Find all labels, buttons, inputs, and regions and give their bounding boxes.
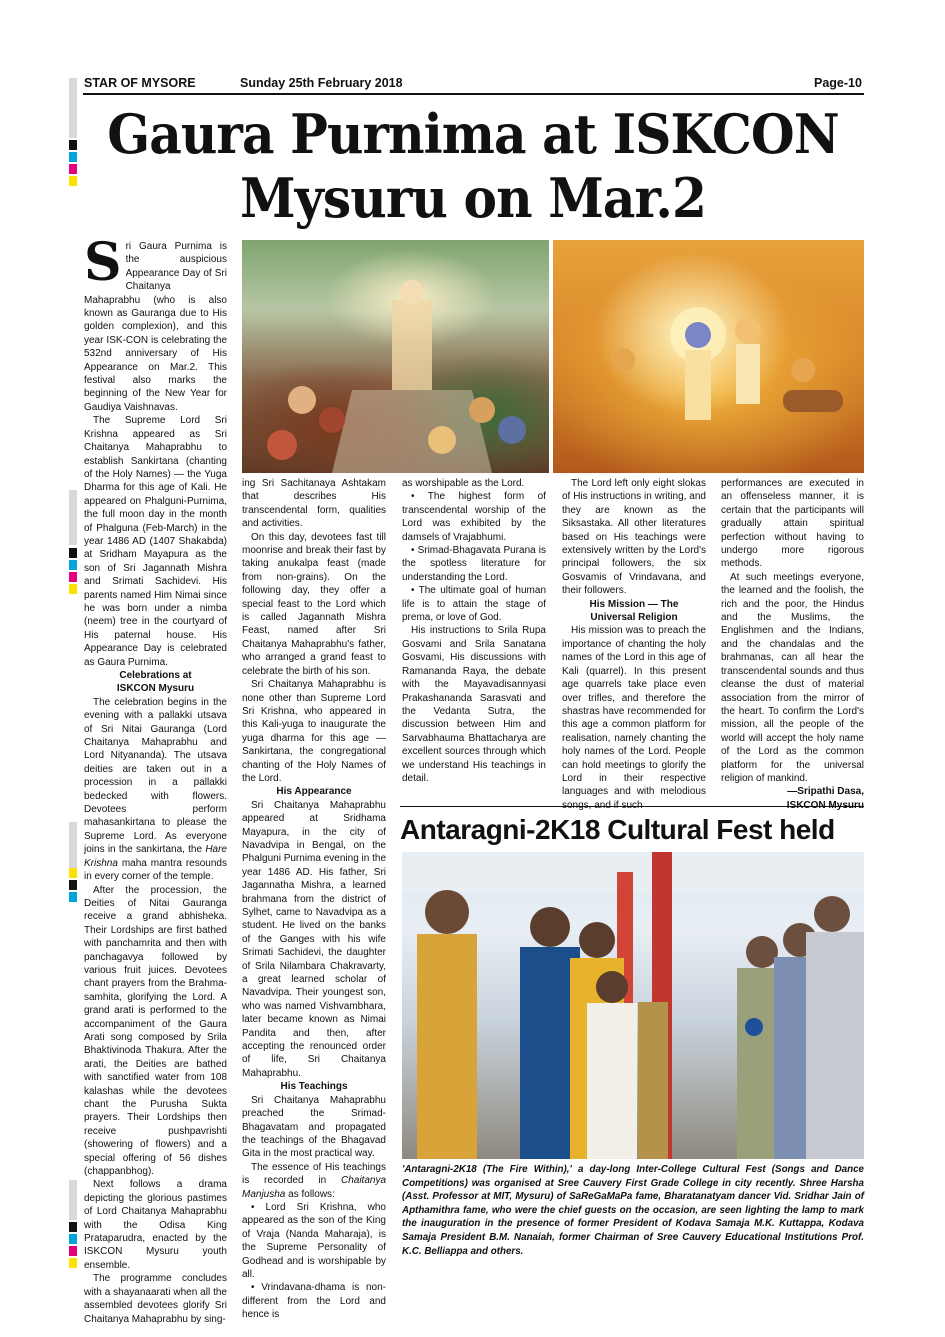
lamp-lighting-photo [402,852,864,1159]
headline-line-1: Gaura Purnima at ISKCON [107,102,839,166]
col2-para: ing Sri Sachitanaya Ashtakam that describes His transcendental form, qualities and activities. [242,478,386,530]
margin-gray-bar [69,78,77,138]
col4-para: The Lord left only eight slokas of His instructions in writing, and they are known as the Siksastaka. All other literatures based on His teachings were extensively written by the Lord's principal followers, the six Gosvamis of Vrindavana, and their followers. [562,478,706,597]
subhead: His Appearance [276,786,352,798]
article-column-3 [402,477,546,785]
col1-para: The celebration begins in the evening with a pallakki utsava of Sri Nitai Gauranga (Lord Chaitanya Mahaprabhu and Lord Nityananda). The utsava deities are taken out in a procession in a pallakki bedecked with flowers. Devotees perform mahasankirtana to please the Supreme Lord. As everyone joins in the sankirtana, the Hare Krishna maha mantra resounds in every corner of the temple. [84,696,227,883]
sankirtana-painting [553,240,864,473]
subhead: Universal Religion [590,612,678,624]
color-registration-marks-bottom [69,1222,77,1270]
col2-para: Sri Chaitanya Mahaprabhu is none other than Supreme Lord Sri Krishna, who appeared in this Kali-yuga to inaugurate the yuga dharma for this age — Sankirtana, the congregational chanting of the Holy Names of the Lord. [242,679,386,784]
article-column-2 [242,477,386,1322]
paper-name: STAR OF MYSORE [84,76,196,90]
margin-gray-bar [69,490,77,545]
dropcap: S [84,232,122,293]
color-registration-marks-top [69,140,77,188]
subhead: His Teachings [280,1081,348,1093]
article-column-1 [84,232,227,1326]
issue-date: Sunday 25th February 2018 [240,76,403,90]
col3-para: His instructions to Srila Rupa Gosvami and Srila Sanatana Gosvami, His discussions with Ramananda Raya, the debate with the Mayavadisannyasi Prakashananda Sarasvati and the Vedanta Sutra, the discussion between Him and Sarvabhauma Bhattacharya are excellent sources through which we understand His teachings in detail. [402,625,546,784]
margin-gray-bar [69,1180,77,1220]
article-column-4 [562,477,706,812]
story-divider [400,806,864,807]
col2-para: The essence of His teachings is recorded in Chaitanya Manjusha as follows: [242,1161,387,1200]
fest-headline: Antaragni-2K18 Cultural Fest held [400,814,835,845]
col3-para: as worshipable as the Lord. [402,478,525,489]
page-number: Page-10 [814,76,862,90]
subhead: Celebrations at [119,670,192,681]
headline-line-2: Mysuru on Mar.2 [240,166,706,230]
col3-para: • Srimad-Bhagavata Purana is the spotless literature for understanding the Lord. [402,545,546,583]
chaitanya-painting-temple-steps [242,240,549,473]
byline: —Sripathi Dasa, [787,786,864,798]
col2-para: On this day, devotees fast till moonrise and break their fast by taking anukalpa feast (made from non-grains). On the following day, they offer a special feast to the Lord which is called Jagannath Mishra Feast, named after Sri Chaitanya Mahaprabhu's father, who arranged a grand feast to celebrate the birth of his son. [242,531,386,677]
header-rule [83,93,864,95]
col5-para: performances are executed in an offenseless manner, it is certain that the participants will gradually attain spiritual perfection without having to undergo more rigorous methods. [721,478,864,570]
col1-para: The Supreme Lord Sri Krishna appeared as Sri Chaitanya Mahaprabhu to establish Sankirtana (chanting of the Holy Names) — the Yuga Dharma for this age of Kali. He appeared on Phalguni-Purnima, the full moon day in the month of Phalguna (Feb-March) in the year 1486 AD (1407 Shakabda) at Sridham Mayapura as the son of Sri Jagannath Mishra and Srimati Sachidevi. His parents named Him Nimai since he was born under a nimba (neem) tree in the courtyard of His paternal house. His Appearance Day is celebrated as Gaura Purnima. [84,415,227,668]
col4-para: His mission was to preach the importance of chanting the holy names of the Lord in this age of Kali (quarrel). In this present age quarrels take place even over trifles, and therefore the shastras have recommended for this age a common platform for realisation, namely chanting the holy names of the Lord. People can hold meetings to glorify the Lord in their respective languages and with melodious [562,625,706,798]
photo-caption: 'Antaragni-2K18 (The Fire Within),' a day-long Inter-College Cultural Fest (Songs and Dance Competitions) was organised at Sree Cauvery First Grade College in city recently. Shree Harsha (Asst. Professor at MIT, Mysuru) of SaReGaMaPa fame, Bharatanatyam dancer Vid. Sridhar Jain of Apthamithra fame, who were the chief guests on the occasion, are seen lighting the lamp to mark the inauguration in the presence of former President of Kodava Samaja M.K. Kuttappa, Kodava Samaja President B.M. Nanaiah, former Chairman of Sree Cauvery Educational Institutions Prof. K.C. Belliappa and others. [402,1164,864,1257]
article-column-5 [721,477,864,812]
col5-para: At such meetings everyone, the learned and the foolish, the rich and the poor, the Hindus and the Muslims, the Englishmen and the Indians, and the chandalas and the brahmanas, can all hear the transcendental sounds and thus cleanse the dust of material association from the mirror of the heart. To confirm the Lord's mission, all the people of the world will accept the holy name of the Lord as the common platform for the universal religion of mankind. [721,571,864,784]
col1-para: Next follows a drama depicting the glorious pastimes of Lord Chaitanya Mahaprabhu with the Odisa King Prataparudra, enacted by the ISKCON Mysuru youth ensemble. [84,1179,227,1271]
col3-para: • The highest form of transcendental worship of the Lord was exhibited by the damsels of Vrajabhumi. [402,491,546,543]
subhead: ISKCON Mysuru [116,683,195,695]
color-registration-marks-middle [69,548,77,596]
col2-para: Sri Chaitanya Mahaprabhu appeared at Sridhama Mayapura, in the city of Navadvipa in Bengal, on the Phalguni Purnima evening in the year 1486 AD. His father, Sri Jagannatha Mishra, a learned brahmana from the district of Sylhet, came to Navadvipa as a student. He lived on the banks of the Ganges with his wife Srimati Sachidevi, the daughter of Srila Nilambara Chakravarty, a great learned scholar of Navadvipa. Their youngest son, who was named Vishvambhara, later became known as Nimai Pandita and then, after accepting the renounced order of life, Sri Chaitanya Mahaprabhu. [242,799,386,1079]
color-registration-marks-lower [69,868,77,904]
col1-para: The programme concludes with a shayanaarati when all the assembled devotees glorify Sri Chaitanya Mahaprabhu by sing- [84,1273,227,1325]
margin-gray-bar [69,822,77,872]
col1-para: ri Gaura Purnima is the auspicious Appearance Day of Sri Chaitanya Mahaprabhu (who is also known as Gauranga due to His golden complexion), and this year ISK-CON is celebrating the 532nd anniversary of His Appearance on Mar.2. This festival also marks the beginning of the New Year for Gaudiya Vaishnavas. [84,241,227,413]
subhead: His Mission — The [589,598,679,610]
col2-para: • Lord Sri Krishna, who appeared as the son of the King of Vraja (Nanda Maharaja), is the Supreme Personality of Godhead and is worshipable by all. [242,1201,386,1280]
col2-para: Sri Chaitanya Mahaprabhu preached the Srimad-Bhagavatam and propagated the teachings of the Bhagavad Gita in the most practical way. [242,1094,386,1160]
col2-para: • Vrindavana-dhama is non-different from the Lord and hence is [242,1282,386,1321]
col1-para: After the procession, the Deities of Nitai Gauranga receive a grand abhisheka. Their Lordships are first bathed with panchamrita and then with panchagavya followed by various fruit juices. Devotees chant prayers from the Brahma-samhita, glorifying the Lord. A grand arati is performed to the accompaniment of the Gaura Arati song composed by Srila Bhaktivinoda Thakura. After the arati, the Deities are bathed with sanctified water from 108 kalashas while the devotees chant the Purusha Sukta prayers. Their Lordships then receive pushpavrishti (showering of flowers) and a special offering of 56 dishes (chappanbhog). [84,884,227,1178]
col3-para: • The ultimate goal of human life is to attain the stage of prema, or love of God. [402,585,546,624]
